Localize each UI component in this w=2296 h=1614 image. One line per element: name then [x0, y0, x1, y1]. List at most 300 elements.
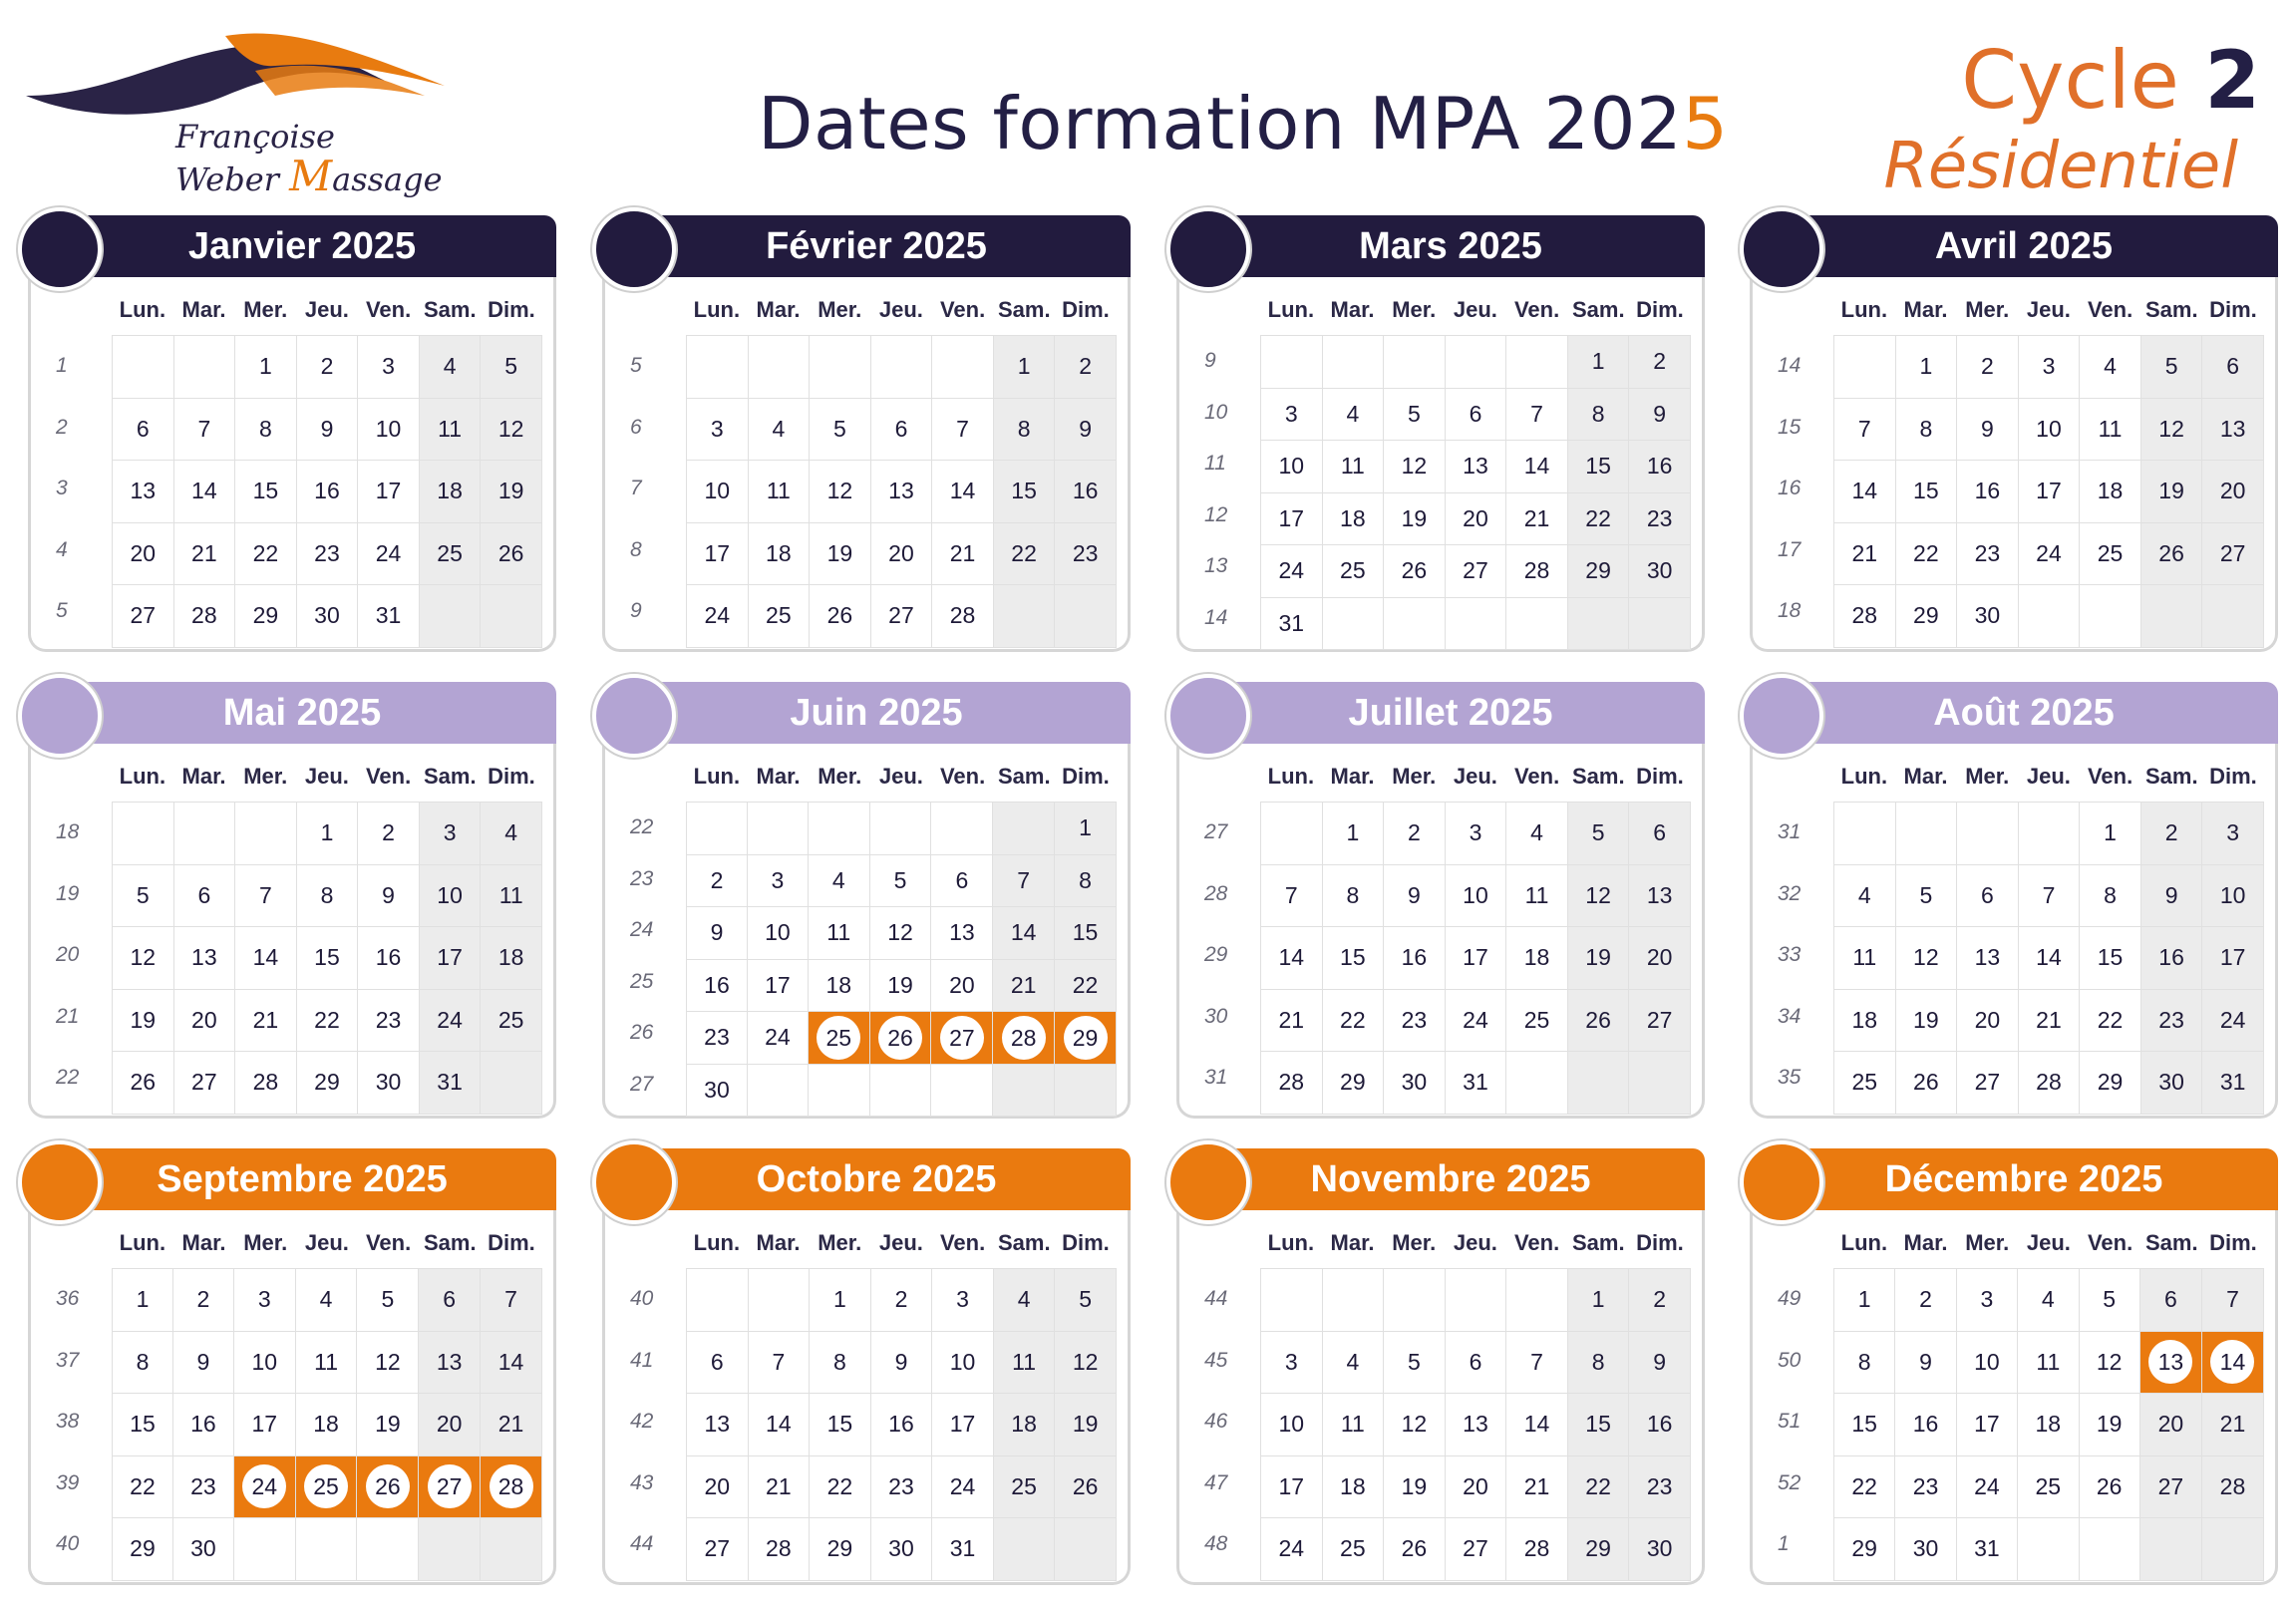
training-day-marker: 14 — [2210, 1340, 2254, 1384]
month-title: Octobre 2025 — [622, 1148, 1131, 1210]
weekday-label: Jeu. — [1453, 297, 1497, 322]
weekday-label: Mar. — [181, 1230, 226, 1255]
week-number: 2 — [56, 415, 68, 439]
week-row — [687, 1331, 1117, 1394]
month-calendar — [1166, 680, 1705, 1119]
empty-cell — [1261, 803, 1323, 865]
day-cell: 13 — [113, 461, 174, 523]
day-cell: 2 — [1629, 336, 1691, 389]
month-circle-icon — [1740, 674, 1823, 758]
day-cell: 5 — [869, 854, 931, 907]
week-row — [1834, 864, 2264, 927]
day-cell: 19 — [2079, 1394, 2139, 1456]
day-cell: 18 — [1322, 492, 1384, 545]
week-row — [687, 1064, 1117, 1117]
day-cell: 21 — [2018, 989, 2080, 1052]
month-circle-icon — [1166, 207, 1250, 291]
day-cell: 21 — [173, 522, 235, 585]
day-cell: 28 — [2201, 1455, 2263, 1518]
week-number: 10 — [1204, 400, 1228, 424]
weekday-label: Dim. — [1636, 297, 1684, 322]
weekday-label: Mar. — [756, 297, 801, 322]
empty-cell — [1384, 597, 1446, 650]
day-cell: 7 — [173, 398, 235, 461]
month-circle-icon — [18, 674, 102, 758]
month-circle-icon — [18, 1140, 102, 1224]
day-cell: 16 — [1629, 441, 1691, 493]
day-cell: 5 — [481, 336, 542, 399]
empty-cell — [1055, 1064, 1117, 1117]
training-day-cell — [419, 1455, 481, 1518]
week-number: 40 — [630, 1287, 654, 1310]
week-row — [687, 585, 1117, 648]
week-row — [1261, 1518, 1691, 1581]
day-cell: 13 — [1957, 927, 2019, 990]
week-number: 5 — [56, 599, 68, 622]
empty-cell — [481, 1518, 542, 1581]
day-cell: 17 — [687, 522, 749, 585]
day-cell: 12 — [113, 927, 174, 990]
day-cell: 15 — [2080, 927, 2141, 990]
week-row — [1261, 1052, 1691, 1115]
empty-cell — [173, 336, 235, 399]
week-number: 48 — [1204, 1532, 1228, 1555]
week-row — [1261, 1455, 1691, 1518]
weekday-label: Dim. — [1062, 764, 1110, 789]
day-cell: 1 — [2080, 803, 2141, 865]
day-cell: 19 — [1895, 989, 1957, 1052]
week-row — [687, 854, 1117, 907]
day-cell: 22 — [235, 522, 297, 585]
week-numbers — [1204, 802, 1244, 1109]
weekday-label: Mar. — [181, 764, 226, 789]
weekday-label: Ven. — [939, 1230, 986, 1255]
weekday-label: Lun. — [119, 297, 166, 322]
weekday-label: Ven. — [939, 297, 986, 322]
day-cell: 13 — [173, 927, 235, 990]
week-number: 31 — [1778, 820, 1802, 843]
day-cell: 24 — [1956, 1455, 2017, 1518]
empty-cell — [1957, 803, 2019, 865]
week-row — [687, 959, 1117, 1012]
days-table — [112, 1268, 542, 1581]
month-title: Janvier 2025 — [48, 215, 556, 277]
empty-cell — [173, 803, 235, 865]
week-row — [1834, 1394, 2264, 1456]
week-number: 43 — [630, 1470, 654, 1494]
empty-cell — [113, 803, 174, 865]
day-cell: 29 — [113, 1518, 173, 1581]
day-cell: 18 — [1322, 1455, 1384, 1518]
week-row — [687, 1269, 1117, 1332]
weekday-header — [1260, 297, 1691, 323]
day-cell: 23 — [1957, 522, 2019, 585]
week-numbers — [1778, 1268, 1817, 1575]
day-cell: 24 — [1261, 545, 1323, 598]
day-cell: 27 — [113, 585, 174, 648]
days-table — [1833, 1268, 2264, 1581]
day-cell: 28 — [235, 1052, 297, 1115]
day-cell: 21 — [993, 959, 1055, 1012]
day-cell: 9 — [1629, 388, 1691, 441]
day-cell: 26 — [481, 522, 542, 585]
month-title: Septembre 2025 — [48, 1148, 556, 1210]
day-cell: 11 — [1322, 441, 1384, 493]
week-number: 14 — [1778, 354, 1802, 377]
day-cell: 3 — [932, 1269, 994, 1332]
day-cell: 2 — [870, 1269, 932, 1332]
empty-cell — [1261, 336, 1323, 389]
weekday-label: Mer. — [1965, 764, 2010, 789]
week-row — [113, 585, 542, 648]
day-cell: 3 — [419, 803, 481, 865]
month-title: Mai 2025 — [48, 682, 556, 744]
weekday-label: Lun. — [693, 764, 741, 789]
weekday-label: Mer. — [818, 764, 862, 789]
week-number: 25 — [630, 969, 654, 993]
week-row — [687, 803, 1117, 855]
week-row — [1834, 989, 2264, 1052]
day-cell: 25 — [1506, 989, 1568, 1052]
day-cell: 8 — [296, 864, 358, 927]
day-cell: 22 — [810, 1455, 871, 1518]
weekday-label: Mar. — [1330, 1230, 1375, 1255]
weekday-label: Ven. — [2087, 764, 2133, 789]
day-cell: 31 — [419, 1052, 481, 1115]
empty-cell — [931, 1064, 993, 1117]
weekday-label: Mer. — [1965, 297, 2010, 322]
day-cell: 22 — [296, 989, 358, 1052]
training-day-cell — [1055, 1012, 1117, 1065]
day-cell: 17 — [358, 461, 420, 523]
week-number: 39 — [56, 1470, 80, 1494]
month-title: Juillet 2025 — [1196, 682, 1705, 744]
week-numbers — [1204, 335, 1244, 643]
day-cell: 29 — [1834, 1518, 1895, 1581]
month-calendar — [1740, 680, 2278, 1119]
week-row — [1834, 461, 2264, 523]
empty-cell — [1567, 597, 1629, 650]
week-number: 44 — [1204, 1287, 1228, 1310]
day-cell: 22 — [1567, 1455, 1629, 1518]
day-cell: 9 — [1629, 1331, 1691, 1394]
weekday-label: Jeu. — [878, 297, 923, 322]
day-cell: 9 — [1895, 1331, 1956, 1394]
week-number: 36 — [56, 1287, 80, 1310]
training-day-cell — [993, 1012, 1055, 1065]
weekday-label: Sam. — [1571, 1230, 1625, 1255]
day-cell: 21 — [1261, 989, 1323, 1052]
empty-cell — [993, 1518, 1055, 1581]
week-row — [113, 1052, 542, 1115]
cycle-number: 2 — [2204, 34, 2260, 127]
days-table — [1260, 1268, 1691, 1581]
day-cell: 10 — [932, 1331, 994, 1394]
day-cell: 19 — [1055, 1394, 1117, 1456]
day-cell: 26 — [810, 585, 871, 648]
day-cell: 4 — [295, 1269, 357, 1332]
day-cell: 5 — [810, 398, 871, 461]
day-cell: 19 — [113, 989, 174, 1052]
week-row — [113, 1455, 542, 1518]
day-cell: 1 — [1055, 803, 1117, 855]
day-cell: 7 — [2201, 1269, 2263, 1332]
day-cell: 9 — [296, 398, 358, 461]
week-number: 44 — [630, 1532, 654, 1555]
weekday-label: Mer. — [1392, 1230, 1437, 1255]
day-cell: 12 — [1384, 441, 1446, 493]
weekday-label: Lun. — [119, 764, 166, 789]
day-cell: 23 — [2140, 989, 2202, 1052]
weekday-label: Mar. — [1330, 297, 1375, 322]
day-cell: 30 — [2140, 1052, 2202, 1115]
weekday-label: Dim. — [1636, 1230, 1684, 1255]
week-number: 6 — [630, 415, 642, 439]
day-cell: 6 — [1445, 388, 1506, 441]
days-table — [686, 1268, 1117, 1581]
empty-cell — [2202, 585, 2264, 648]
day-cell: 29 — [235, 585, 297, 648]
day-cell: 27 — [1445, 1518, 1506, 1581]
weekday-label: Sam. — [997, 764, 1051, 789]
month-title: Avril 2025 — [1770, 215, 2278, 277]
day-cell: 4 — [1322, 1331, 1384, 1394]
day-cell: 10 — [1956, 1331, 2017, 1394]
day-cell: 29 — [1567, 1518, 1629, 1581]
week-row — [113, 336, 542, 399]
weekday-label: Jeu. — [1453, 1230, 1497, 1255]
empty-cell — [993, 1064, 1055, 1117]
month-circle-icon — [592, 1140, 676, 1224]
day-cell: 26 — [113, 1052, 174, 1115]
day-cell: 14 — [1506, 1394, 1568, 1456]
day-cell: 23 — [1629, 492, 1691, 545]
day-cell: 28 — [1506, 545, 1568, 598]
day-cell: 20 — [1445, 1455, 1506, 1518]
day-cell: 9 — [358, 864, 420, 927]
week-number: 9 — [630, 599, 642, 622]
weekday-header — [686, 1230, 1117, 1256]
day-cell: 3 — [233, 1269, 295, 1332]
week-number: 50 — [1778, 1348, 1802, 1372]
day-cell: 15 — [810, 1394, 871, 1456]
empty-cell — [481, 1052, 542, 1115]
day-cell: 28 — [1506, 1518, 1568, 1581]
week-row — [113, 927, 542, 990]
logo-line1: Françoise — [175, 118, 335, 156]
weekday-header — [1833, 297, 2264, 323]
day-cell: 5 — [1384, 1331, 1446, 1394]
day-cell: 21 — [1834, 522, 1896, 585]
day-cell: 21 — [2201, 1394, 2263, 1456]
day-cell: 22 — [1895, 522, 1957, 585]
day-cell: 23 — [687, 1012, 748, 1065]
week-row — [113, 461, 542, 523]
day-cell: 16 — [358, 927, 420, 990]
empty-cell — [931, 803, 993, 855]
day-cell: 22 — [1322, 989, 1384, 1052]
day-cell: 15 — [993, 461, 1055, 523]
day-cell: 16 — [870, 1394, 932, 1456]
week-number: 27 — [630, 1072, 654, 1096]
week-row — [687, 336, 1117, 399]
week-number: 23 — [630, 866, 654, 890]
day-cell: 16 — [1055, 461, 1117, 523]
empty-cell — [233, 1518, 295, 1581]
day-cell: 31 — [1445, 1052, 1506, 1115]
week-number: 24 — [630, 918, 654, 941]
day-cell: 25 — [1834, 1052, 1896, 1115]
weekday-header — [1833, 764, 2264, 790]
day-cell: 8 — [1834, 1331, 1895, 1394]
day-cell: 5 — [2140, 336, 2202, 399]
month-circle-icon — [1740, 207, 1823, 291]
day-cell: 19 — [1384, 1455, 1446, 1518]
logo-line2-c: assage — [332, 161, 443, 198]
weekday-label: Ven. — [939, 764, 986, 789]
week-row — [1834, 1518, 2264, 1581]
day-cell: 30 — [1895, 1518, 1956, 1581]
day-cell: 4 — [481, 803, 542, 865]
day-cell: 14 — [932, 461, 994, 523]
day-cell: 26 — [1567, 989, 1629, 1052]
week-number: 31 — [1204, 1066, 1228, 1089]
weekday-header — [1260, 1230, 1691, 1256]
week-number: 32 — [1778, 881, 1802, 905]
empty-cell — [2140, 585, 2202, 648]
training-day-marker: 27 — [428, 1464, 472, 1508]
logo-line2-a: Weber — [175, 161, 290, 198]
weekday-label: Lun. — [119, 1230, 166, 1255]
training-day-marker: 28 — [490, 1464, 533, 1508]
day-cell: 10 — [2202, 864, 2264, 927]
month-calendar — [592, 680, 1131, 1119]
weekday-label: Dim. — [2209, 297, 2257, 322]
week-number: 27 — [1204, 820, 1228, 843]
day-cell: 15 — [113, 1394, 173, 1456]
day-cell: 15 — [1322, 927, 1384, 990]
training-day-marker: 13 — [2148, 1340, 2192, 1384]
empty-cell — [235, 803, 297, 865]
weekday-label: Sam. — [2144, 297, 2198, 322]
day-cell: 14 — [481, 1331, 542, 1394]
weekday-label: Mar. — [1330, 764, 1375, 789]
day-cell: 13 — [687, 1394, 749, 1456]
week-number: 20 — [56, 943, 80, 966]
day-cell: 9 — [172, 1331, 233, 1394]
days-table — [1833, 335, 2264, 648]
day-cell: 18 — [1506, 927, 1568, 990]
day-cell: 4 — [808, 854, 869, 907]
day-cell: 26 — [1895, 1052, 1957, 1115]
day-cell: 12 — [1567, 864, 1629, 927]
week-number: 14 — [1204, 605, 1228, 629]
empty-cell — [1834, 803, 1896, 865]
week-number: 13 — [1204, 554, 1228, 577]
day-cell: 3 — [2018, 336, 2080, 399]
day-cell: 20 — [113, 522, 174, 585]
day-cell: 11 — [2080, 398, 2141, 461]
day-cell: 29 — [2080, 1052, 2141, 1115]
week-row — [1261, 1331, 1691, 1394]
week-row — [1261, 803, 1691, 865]
day-cell: 17 — [1956, 1394, 2017, 1456]
day-cell: 24 — [932, 1455, 994, 1518]
month-title: Juin 2025 — [622, 682, 1131, 744]
day-cell: 30 — [1629, 1518, 1691, 1581]
day-cell: 6 — [173, 864, 235, 927]
day-cell: 8 — [1567, 388, 1629, 441]
day-cell: 25 — [1322, 545, 1384, 598]
training-day-marker: 27 — [940, 1016, 984, 1060]
week-number: 38 — [56, 1410, 80, 1433]
weekday-label: Ven. — [365, 297, 412, 322]
week-number: 47 — [1204, 1470, 1228, 1494]
day-cell: 2 — [1384, 803, 1446, 865]
day-cell: 20 — [870, 522, 932, 585]
empty-cell — [810, 336, 871, 399]
day-cell: 1 — [1895, 336, 1957, 399]
week-number: 26 — [630, 1021, 654, 1044]
weekday-label: Jeu. — [2026, 1230, 2071, 1255]
day-cell: 25 — [2018, 1455, 2079, 1518]
weekday-label: Jeu. — [878, 1230, 923, 1255]
day-cell: 2 — [1629, 1269, 1691, 1332]
training-day-cell — [2139, 1331, 2201, 1394]
weekday-label: Lun. — [1840, 764, 1888, 789]
day-cell: 19 — [1384, 492, 1446, 545]
empty-cell — [1055, 585, 1117, 648]
weekday-header — [112, 1230, 542, 1256]
day-cell: 24 — [1261, 1518, 1323, 1581]
empty-cell — [1506, 336, 1568, 389]
week-number: 1 — [56, 354, 68, 377]
day-cell: 6 — [2139, 1269, 2201, 1332]
day-cell: 17 — [747, 959, 808, 1012]
empty-cell — [869, 1064, 931, 1117]
day-cell: 2 — [1895, 1269, 1956, 1332]
empty-cell — [2018, 585, 2080, 648]
day-cell: 29 — [1895, 585, 1957, 648]
day-cell: 24 — [687, 585, 749, 648]
weekday-label: Mer. — [1392, 764, 1437, 789]
day-cell: 2 — [1055, 336, 1117, 399]
day-cell: 2 — [2140, 803, 2202, 865]
weekday-label: Jeu. — [304, 297, 349, 322]
training-day-cell — [481, 1455, 542, 1518]
day-cell: 8 — [2080, 864, 2141, 927]
logo-line2 — [175, 152, 443, 200]
day-cell: 26 — [1055, 1455, 1117, 1518]
day-cell: 1 — [810, 1269, 871, 1332]
day-cell: 7 — [2018, 864, 2080, 927]
day-cell: 7 — [932, 398, 994, 461]
month-calendar — [1166, 1146, 1705, 1585]
day-cell: 9 — [1957, 398, 2019, 461]
day-cell: 15 — [1055, 907, 1117, 960]
weekday-label: Lun. — [693, 297, 741, 322]
day-cell: 22 — [993, 522, 1055, 585]
weekday-label: Lun. — [1267, 1230, 1315, 1255]
week-number: 28 — [1204, 881, 1228, 905]
day-cell: 27 — [1957, 1052, 2019, 1115]
day-cell: 2 — [687, 854, 748, 907]
month-circle-icon — [592, 674, 676, 758]
training-day-marker: 28 — [1002, 1016, 1046, 1060]
day-cell: 12 — [1895, 927, 1957, 990]
day-cell: 6 — [931, 854, 993, 907]
weekday-label: Jeu. — [2026, 764, 2071, 789]
